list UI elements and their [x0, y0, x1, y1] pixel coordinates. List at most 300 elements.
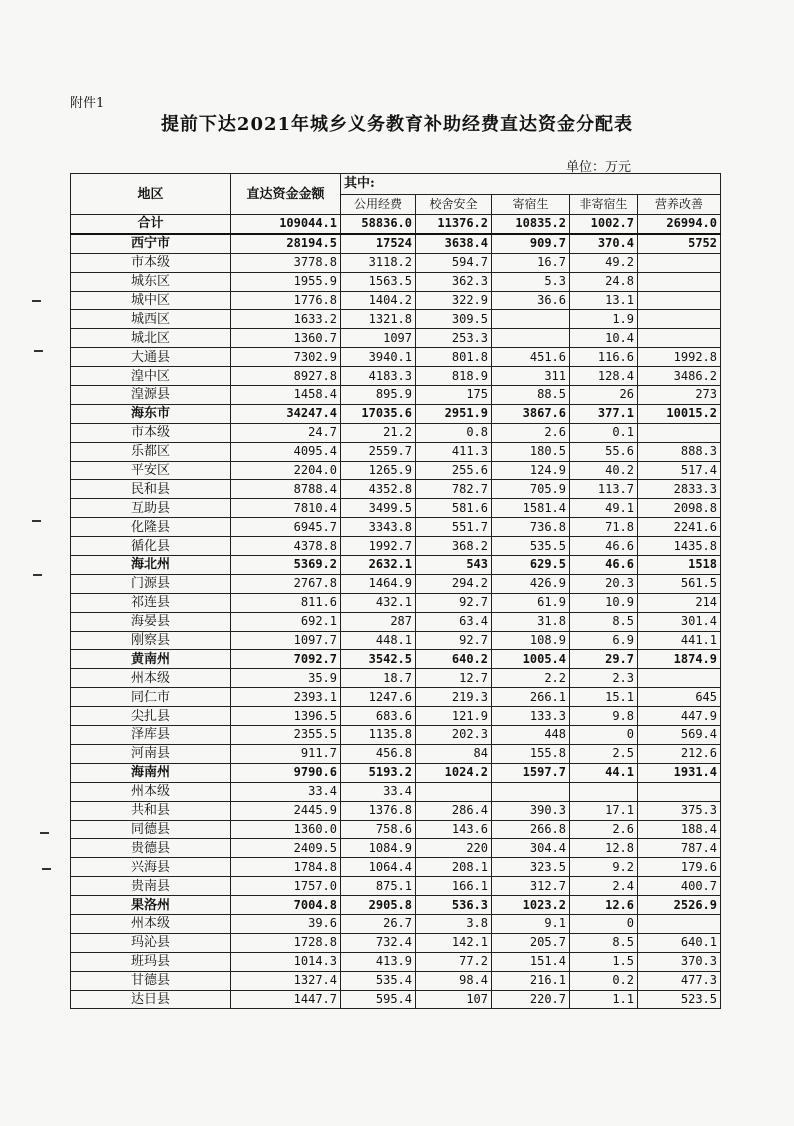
amount-cell	[416, 782, 492, 801]
amount-cell: 1633.2	[231, 310, 341, 329]
region-name: 西宁市	[71, 234, 231, 253]
amount-cell: 4095.4	[231, 442, 341, 461]
amount-cell: 35.9	[231, 669, 341, 688]
amount-cell: 888.3	[638, 442, 721, 461]
table-row	[71, 726, 721, 745]
amount-cell: 1321.8	[341, 310, 416, 329]
region-name: 兴海县	[71, 858, 231, 877]
amount-cell: 1014.3	[231, 952, 341, 971]
amount-cell: 400.7	[638, 877, 721, 896]
amount-cell: 2.6	[492, 423, 570, 442]
amount-cell: 8.5	[570, 612, 638, 631]
amount-cell: 26	[570, 386, 638, 405]
amount-cell: 143.6	[416, 820, 492, 839]
amount-cell: 2098.8	[638, 499, 721, 518]
amount-cell: 16.7	[492, 253, 570, 272]
amount-cell: 787.4	[638, 839, 721, 858]
amount-cell: 2833.3	[638, 480, 721, 499]
amount-cell: 151.4	[492, 952, 570, 971]
amount-cell: 2559.7	[341, 442, 416, 461]
amount-cell: 142.1	[416, 933, 492, 952]
amount-cell	[638, 669, 721, 688]
amount-cell: 1.9	[570, 310, 638, 329]
amount-cell: 109044.1	[231, 215, 341, 234]
amount-cell: 128.4	[570, 367, 638, 386]
table-row	[71, 234, 721, 253]
amount-cell: 1.5	[570, 952, 638, 971]
amount-cell: 24.7	[231, 423, 341, 442]
margin-mark	[32, 300, 41, 302]
region-name: 合计	[71, 215, 231, 234]
region-name: 市本级	[71, 253, 231, 272]
amount-cell: 17524	[341, 234, 416, 253]
amount-cell: 46.6	[570, 537, 638, 556]
amount-cell: 818.9	[416, 367, 492, 386]
amount-cell: 911.7	[231, 744, 341, 763]
amount-cell: 33.4	[231, 782, 341, 801]
amount-cell: 266.8	[492, 820, 570, 839]
region-name: 城中区	[71, 291, 231, 310]
amount-cell: 7092.7	[231, 650, 341, 669]
amount-cell: 895.9	[341, 386, 416, 405]
amount-cell: 811.6	[231, 593, 341, 612]
amount-cell: 561.5	[638, 574, 721, 593]
header-nutrition: 营养改善	[638, 194, 721, 214]
amount-cell: 2.3	[570, 669, 638, 688]
margin-mark	[33, 574, 42, 576]
header-total: 直达资金金额	[231, 174, 341, 215]
region-name: 市本级	[71, 423, 231, 442]
amount-cell: 7004.8	[231, 896, 341, 915]
header-public-funds: 公用经费	[341, 194, 416, 214]
amount-cell: 5193.2	[341, 763, 416, 782]
amount-cell: 2951.9	[416, 404, 492, 423]
table-row	[71, 707, 721, 726]
amount-cell	[638, 253, 721, 272]
amount-cell: 1023.2	[492, 896, 570, 915]
amount-cell: 312.7	[492, 877, 570, 896]
amount-cell: 92.7	[416, 631, 492, 650]
amount-cell: 46.6	[570, 556, 638, 575]
amount-cell: 1728.8	[231, 933, 341, 952]
amount-cell: 17.1	[570, 801, 638, 820]
amount-cell: 1247.6	[341, 688, 416, 707]
amount-cell: 287	[341, 612, 416, 631]
amount-cell: 3778.8	[231, 253, 341, 272]
header-non-boarding: 非寄宿生	[570, 194, 638, 214]
amount-cell: 323.5	[492, 858, 570, 877]
amount-cell: 801.8	[416, 348, 492, 367]
amount-cell: 595.4	[341, 990, 416, 1009]
amount-cell	[638, 310, 721, 329]
amount-cell: 411.3	[416, 442, 492, 461]
region-name: 海北州	[71, 556, 231, 575]
amount-cell: 9.8	[570, 707, 638, 726]
amount-cell: 212.6	[638, 744, 721, 763]
amount-cell: 3638.4	[416, 234, 492, 253]
table-row	[71, 858, 721, 877]
amount-cell: 124.9	[492, 461, 570, 480]
amount-cell: 523.5	[638, 990, 721, 1009]
region-name: 尖扎县	[71, 707, 231, 726]
amount-cell: 286.4	[416, 801, 492, 820]
amount-cell: 551.7	[416, 518, 492, 537]
amount-cell: 692.1	[231, 612, 341, 631]
amount-cell: 133.3	[492, 707, 570, 726]
amount-cell: 432.1	[341, 593, 416, 612]
amount-cell: 61.9	[492, 593, 570, 612]
region-name: 门源县	[71, 574, 231, 593]
table-row	[71, 253, 721, 272]
amount-cell: 216.1	[492, 971, 570, 990]
amount-cell: 28194.5	[231, 234, 341, 253]
table-row	[71, 820, 721, 839]
amount-cell: 10015.2	[638, 404, 721, 423]
amount-cell: 155.8	[492, 744, 570, 763]
amount-cell	[638, 272, 721, 291]
region-name: 刚察县	[71, 631, 231, 650]
amount-cell: 322.9	[416, 291, 492, 310]
table-row	[71, 914, 721, 933]
amount-cell: 0	[570, 914, 638, 933]
amount-cell: 220	[416, 839, 492, 858]
table-row	[71, 556, 721, 575]
amount-cell: 441.1	[638, 631, 721, 650]
amount-cell: 2526.9	[638, 896, 721, 915]
allocation-table	[70, 173, 721, 1009]
amount-cell: 581.6	[416, 499, 492, 518]
amount-cell: 640.2	[416, 650, 492, 669]
amount-cell: 535.4	[341, 971, 416, 990]
amount-cell: 49.1	[570, 499, 638, 518]
table-row	[71, 461, 721, 480]
amount-cell: 362.3	[416, 272, 492, 291]
amount-cell: 1458.4	[231, 386, 341, 405]
table-row	[71, 933, 721, 952]
amount-cell: 208.1	[416, 858, 492, 877]
amount-cell: 629.5	[492, 556, 570, 575]
amount-cell: 370.4	[570, 234, 638, 253]
amount-cell: 1563.5	[341, 272, 416, 291]
table-row	[71, 348, 721, 367]
amount-cell: 375.3	[638, 801, 721, 820]
amount-cell: 1002.7	[570, 215, 638, 234]
amount-cell: 5.3	[492, 272, 570, 291]
amount-cell: 0.1	[570, 423, 638, 442]
region-name: 乐都区	[71, 442, 231, 461]
amount-cell: 1135.8	[341, 726, 416, 745]
amount-cell: 1931.4	[638, 763, 721, 782]
amount-cell: 294.2	[416, 574, 492, 593]
table-row	[71, 423, 721, 442]
amount-cell: 1005.4	[492, 650, 570, 669]
region-name: 贵南县	[71, 877, 231, 896]
amount-cell: 266.1	[492, 688, 570, 707]
amount-cell: 2.4	[570, 877, 638, 896]
amount-cell: 594.7	[416, 253, 492, 272]
region-name: 达日县	[71, 990, 231, 1009]
table-row	[71, 877, 721, 896]
amount-cell: 2.5	[570, 744, 638, 763]
amount-cell: 36.6	[492, 291, 570, 310]
region-name: 互助县	[71, 499, 231, 518]
amount-cell: 1327.4	[231, 971, 341, 990]
amount-cell: 1776.8	[231, 291, 341, 310]
amount-cell: 0.2	[570, 971, 638, 990]
amount-cell: 5369.2	[231, 556, 341, 575]
amount-cell: 1464.9	[341, 574, 416, 593]
amount-cell: 205.7	[492, 933, 570, 952]
amount-cell: 413.9	[341, 952, 416, 971]
amount-cell: 3867.6	[492, 404, 570, 423]
region-name: 果洛州	[71, 896, 231, 915]
amount-cell: 5752	[638, 234, 721, 253]
amount-cell: 2409.5	[231, 839, 341, 858]
amount-cell: 273	[638, 386, 721, 405]
margin-mark	[32, 520, 41, 522]
amount-cell	[638, 423, 721, 442]
region-name: 大通县	[71, 348, 231, 367]
amount-cell: 113.7	[570, 480, 638, 499]
table-row	[71, 744, 721, 763]
region-name: 州本级	[71, 914, 231, 933]
amount-cell: 640.1	[638, 933, 721, 952]
amount-cell: 456.8	[341, 744, 416, 763]
amount-cell: 377.1	[570, 404, 638, 423]
amount-cell: 1024.2	[416, 763, 492, 782]
amount-cell: 1955.9	[231, 272, 341, 291]
header-school-safety: 校舍安全	[416, 194, 492, 214]
amount-cell: 8927.8	[231, 367, 341, 386]
amount-cell: 4352.8	[341, 480, 416, 499]
amount-cell	[638, 329, 721, 348]
table-row	[71, 763, 721, 782]
table-row	[71, 215, 721, 234]
amount-cell: 34247.4	[231, 404, 341, 423]
region-name: 玛沁县	[71, 933, 231, 952]
region-name: 贵德县	[71, 839, 231, 858]
amount-cell: 683.6	[341, 707, 416, 726]
amount-cell: 20.3	[570, 574, 638, 593]
amount-cell: 645	[638, 688, 721, 707]
region-name: 祁连县	[71, 593, 231, 612]
amount-cell: 9790.6	[231, 763, 341, 782]
region-name: 海东市	[71, 404, 231, 423]
amount-cell: 3499.5	[341, 499, 416, 518]
region-name: 海南州	[71, 763, 231, 782]
amount-cell: 4378.8	[231, 537, 341, 556]
table-row	[71, 612, 721, 631]
table-row	[71, 367, 721, 386]
amount-cell: 1518	[638, 556, 721, 575]
amount-cell: 1064.4	[341, 858, 416, 877]
region-name: 湟中区	[71, 367, 231, 386]
amount-cell: 21.2	[341, 423, 416, 442]
amount-cell: 9.2	[570, 858, 638, 877]
region-name: 循化县	[71, 537, 231, 556]
amount-cell: 1784.8	[231, 858, 341, 877]
amount-cell: 1360.7	[231, 329, 341, 348]
table-row	[71, 593, 721, 612]
amount-cell: 13.1	[570, 291, 638, 310]
amount-cell: 390.3	[492, 801, 570, 820]
amount-cell: 29.7	[570, 650, 638, 669]
region-name: 城东区	[71, 272, 231, 291]
amount-cell: 2445.9	[231, 801, 341, 820]
amount-cell: 17035.6	[341, 404, 416, 423]
table-row	[71, 650, 721, 669]
amount-cell: 175	[416, 386, 492, 405]
attachment-label: 附件1	[70, 96, 105, 111]
amount-cell: 71.8	[570, 518, 638, 537]
table-row	[71, 839, 721, 858]
amount-cell: 253.3	[416, 329, 492, 348]
amount-cell: 517.4	[638, 461, 721, 480]
amount-cell	[638, 291, 721, 310]
table-row	[71, 480, 721, 499]
amount-cell: 108.9	[492, 631, 570, 650]
amount-cell: 24.8	[570, 272, 638, 291]
amount-cell: 3.8	[416, 914, 492, 933]
amount-cell: 12.6	[570, 896, 638, 915]
amount-cell: 7302.9	[231, 348, 341, 367]
amount-cell: 15.1	[570, 688, 638, 707]
amount-cell: 26994.0	[638, 215, 721, 234]
unit-label: 单位：万元	[566, 160, 632, 175]
table-row	[71, 272, 721, 291]
amount-cell: 1404.2	[341, 291, 416, 310]
amount-cell: 4183.3	[341, 367, 416, 386]
amount-cell: 121.9	[416, 707, 492, 726]
amount-cell: 26.7	[341, 914, 416, 933]
amount-cell: 1435.8	[638, 537, 721, 556]
amount-cell: 3542.5	[341, 650, 416, 669]
amount-cell: 758.6	[341, 820, 416, 839]
amount-cell: 3118.2	[341, 253, 416, 272]
amount-cell: 448.1	[341, 631, 416, 650]
amount-cell: 304.4	[492, 839, 570, 858]
margin-mark	[42, 868, 51, 870]
amount-cell: 33.4	[341, 782, 416, 801]
header-boarding: 寄宿生	[492, 194, 570, 214]
region-name: 化隆县	[71, 518, 231, 537]
amount-cell: 309.5	[416, 310, 492, 329]
amount-cell: 7810.4	[231, 499, 341, 518]
region-name: 甘德县	[71, 971, 231, 990]
amount-cell: 10.4	[570, 329, 638, 348]
amount-cell: 1.1	[570, 990, 638, 1009]
margin-mark	[34, 350, 43, 352]
amount-cell: 1757.0	[231, 877, 341, 896]
region-name: 河南县	[71, 744, 231, 763]
amount-cell: 84	[416, 744, 492, 763]
amount-cell: 0.8	[416, 423, 492, 442]
amount-cell: 255.6	[416, 461, 492, 480]
table-row	[71, 442, 721, 461]
amount-cell: 180.5	[492, 442, 570, 461]
amount-cell: 543	[416, 556, 492, 575]
table-row	[71, 971, 721, 990]
amount-cell: 1992.7	[341, 537, 416, 556]
amount-cell: 58836.0	[341, 215, 416, 234]
amount-cell: 1265.9	[341, 461, 416, 480]
region-name: 同仁市	[71, 688, 231, 707]
amount-cell: 11376.2	[416, 215, 492, 234]
amount-cell: 10.9	[570, 593, 638, 612]
amount-cell: 98.4	[416, 971, 492, 990]
region-name: 海晏县	[71, 612, 231, 631]
header-region: 地区	[71, 174, 231, 215]
amount-cell: 1084.9	[341, 839, 416, 858]
amount-cell: 1581.4	[492, 499, 570, 518]
amount-cell: 40.2	[570, 461, 638, 480]
amount-cell: 2.2	[492, 669, 570, 688]
amount-cell: 451.6	[492, 348, 570, 367]
amount-cell: 55.6	[570, 442, 638, 461]
amount-cell	[492, 329, 570, 348]
amount-cell: 1597.7	[492, 763, 570, 782]
amount-cell: 166.1	[416, 877, 492, 896]
amount-cell: 705.9	[492, 480, 570, 499]
amount-cell: 214	[638, 593, 721, 612]
amount-cell: 2767.8	[231, 574, 341, 593]
amount-cell: 92.7	[416, 593, 492, 612]
amount-cell: 536.3	[416, 896, 492, 915]
amount-cell: 8788.4	[231, 480, 341, 499]
amount-cell: 12.8	[570, 839, 638, 858]
table-row	[71, 669, 721, 688]
region-name: 平安区	[71, 461, 231, 480]
amount-cell: 6.9	[570, 631, 638, 650]
amount-cell: 2355.5	[231, 726, 341, 745]
amount-cell: 909.7	[492, 234, 570, 253]
amount-cell: 3343.8	[341, 518, 416, 537]
header-of-which: 其中:	[341, 174, 721, 195]
amount-cell	[492, 310, 570, 329]
amount-cell: 301.4	[638, 612, 721, 631]
amount-cell: 426.9	[492, 574, 570, 593]
amount-cell: 2204.0	[231, 461, 341, 480]
amount-cell: 736.8	[492, 518, 570, 537]
region-name: 班玛县	[71, 952, 231, 971]
amount-cell: 2632.1	[341, 556, 416, 575]
amount-cell: 732.4	[341, 933, 416, 952]
region-name: 州本级	[71, 669, 231, 688]
amount-cell: 18.7	[341, 669, 416, 688]
amount-cell: 220.7	[492, 990, 570, 1009]
amount-cell: 875.1	[341, 877, 416, 896]
region-name: 黄南州	[71, 650, 231, 669]
region-name: 民和县	[71, 480, 231, 499]
table-row	[71, 782, 721, 801]
region-name: 泽库县	[71, 726, 231, 745]
amount-cell: 782.7	[416, 480, 492, 499]
amount-cell: 179.6	[638, 858, 721, 877]
amount-cell: 1874.9	[638, 650, 721, 669]
amount-cell: 8.5	[570, 933, 638, 952]
amount-cell: 10835.2	[492, 215, 570, 234]
amount-cell: 311	[492, 367, 570, 386]
amount-cell: 1376.8	[341, 801, 416, 820]
amount-cell: 3940.1	[341, 348, 416, 367]
amount-cell: 63.4	[416, 612, 492, 631]
amount-cell: 44.1	[570, 763, 638, 782]
amount-cell: 569.4	[638, 726, 721, 745]
table-row	[71, 952, 721, 971]
region-name: 湟源县	[71, 386, 231, 405]
region-name: 同德县	[71, 820, 231, 839]
amount-cell: 3486.2	[638, 367, 721, 386]
